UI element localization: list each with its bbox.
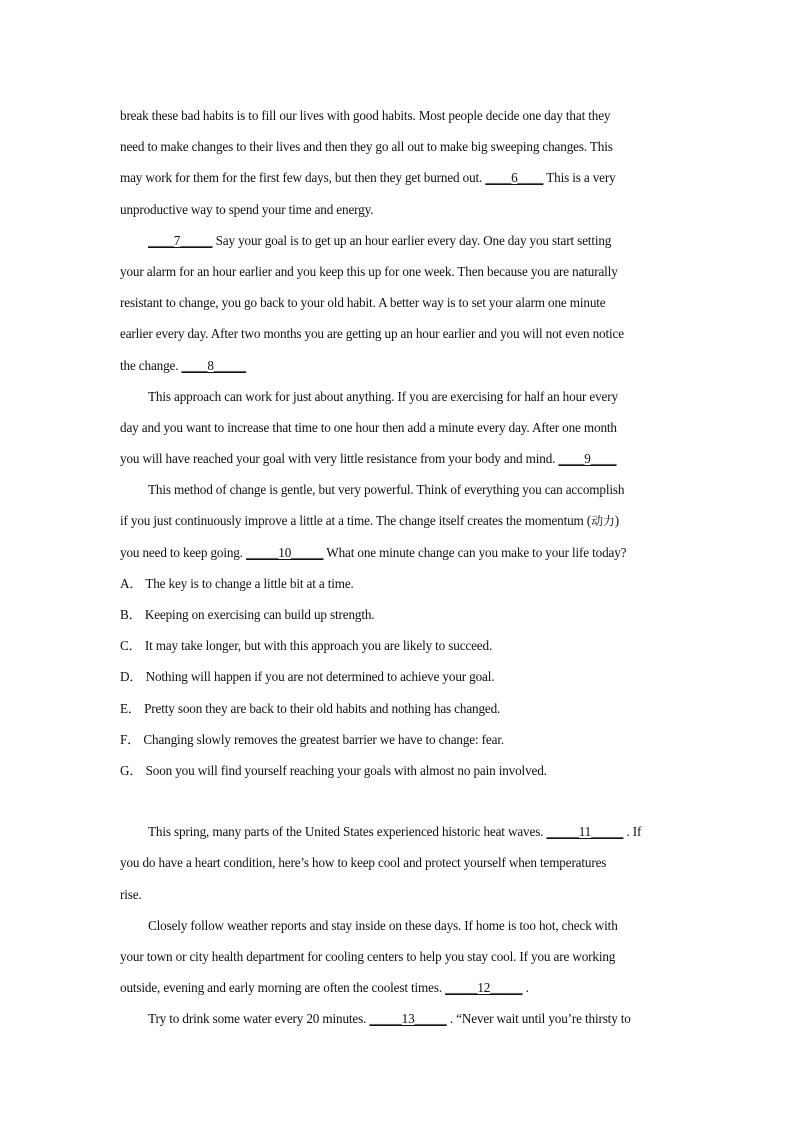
text-line bbox=[120, 287, 680, 318]
text-line bbox=[120, 505, 680, 536]
option-text: Keeping on exercising can build up strength. bbox=[141, 607, 375, 622]
option-letter: D． bbox=[120, 669, 143, 685]
paragraph-text: . bbox=[522, 980, 529, 996]
option-line bbox=[120, 568, 680, 599]
paragraph-text: your alarm for an hour earlier and you keep this up for one week. Then because you are naturally bbox=[120, 263, 618, 279]
option-line bbox=[120, 755, 680, 786]
document-page bbox=[120, 100, 680, 1034]
paragraph-text: This approach can work for just about anything. If you are exercising for half an hour every bbox=[148, 388, 618, 404]
paragraph-text: may work for them for the first few days, but then they get burned out. bbox=[120, 170, 486, 186]
paragraph-text: break these bad habits is to fill our lives with good habits. Most people decide one day that they bbox=[120, 108, 611, 123]
text-line bbox=[120, 131, 680, 162]
paragraph-text: day and you want to increase that time to one hour then add a minute every day. After one month bbox=[120, 419, 617, 435]
text-line bbox=[120, 847, 680, 878]
text-line bbox=[120, 100, 680, 131]
text-line bbox=[120, 879, 680, 910]
option-letter: B． bbox=[120, 607, 142, 622]
text-line bbox=[120, 1003, 680, 1034]
paragraph-text: . “Never wait until you’re thirsty to bbox=[446, 1011, 631, 1027]
answer-blank-12: _____12_____ bbox=[445, 980, 523, 996]
paragraph-text: if you just continuously improve a little at a time. The change itself creates the momentum ( bbox=[120, 513, 592, 529]
answer-blank-7: ____7_____ bbox=[148, 232, 213, 248]
paragraph-text: outside, evening and early morning are often the coolest times. bbox=[120, 980, 446, 996]
option-letter: E． bbox=[120, 700, 141, 716]
option-letter: G． bbox=[120, 762, 143, 778]
text-line bbox=[120, 443, 680, 474]
paragraph-text: rise. bbox=[120, 886, 142, 902]
paragraph-text: need to make changes to their lives and then they go all out to make big sweeping changes. This bbox=[120, 139, 613, 155]
paragraph-text: Closely follow weather reports and stay inside on these days. If home is too hot, check with bbox=[148, 917, 618, 933]
option-letter: F． bbox=[120, 731, 141, 747]
paragraph-text: Say your goal is to get up an hour earlier every day. One day you start setting bbox=[212, 232, 612, 248]
paragraph-text: . If bbox=[623, 824, 642, 840]
text-line bbox=[120, 972, 680, 1003]
paragraph-text: This method of change is gentle, but very powerful. Think of everything you can accomplish bbox=[148, 482, 625, 498]
answer-blank-6: ____6____ bbox=[485, 170, 544, 186]
text-line bbox=[120, 910, 680, 941]
paragraph-text: This spring, many parts of the United States experienced historic heat waves. bbox=[148, 824, 547, 840]
text-line bbox=[120, 162, 680, 193]
text-line bbox=[120, 256, 680, 287]
section-gap bbox=[120, 786, 680, 816]
text-line bbox=[120, 225, 680, 256]
answer-blank-9: ____9____ bbox=[558, 451, 617, 467]
text-line bbox=[120, 350, 680, 381]
paragraph-text: This is a very bbox=[543, 170, 616, 186]
option-text: Changing slowly removes the greatest barrier we have to change: fear. bbox=[140, 731, 504, 747]
text-line bbox=[120, 537, 680, 568]
answer-blank-8: ____8_____ bbox=[181, 357, 246, 373]
paragraph-text: ) bbox=[614, 513, 620, 529]
option-line bbox=[120, 599, 680, 630]
answer-blank-11: _____11_____ bbox=[546, 824, 624, 840]
paragraph-text: resistant to change, you go back to your old habit. A better way is to set your alarm one minute bbox=[120, 295, 606, 311]
text-line bbox=[120, 194, 680, 225]
text-line bbox=[120, 816, 680, 847]
option-text: Pretty soon they are back to their old habits and nothing has changed. bbox=[140, 700, 501, 716]
option-letter: C． bbox=[120, 638, 142, 654]
text-line bbox=[120, 474, 680, 505]
paragraph-text: What one minute change can you make to your life today? bbox=[323, 544, 627, 560]
option-text: Nothing will happen if you are not determined to achieve your goal. bbox=[142, 669, 495, 685]
option-text: Soon you will find yourself reaching your goals with almost no pain involved. bbox=[142, 762, 547, 778]
text-line bbox=[120, 412, 680, 443]
paragraph-text: earlier every day. After two months you are getting up an hour earlier and you will not even notice bbox=[120, 326, 624, 342]
paragraph-text: Try to drink some water every 20 minutes. bbox=[148, 1011, 370, 1027]
answer-blank-13: _____13_____ bbox=[369, 1011, 447, 1027]
paragraph-text: your town or city health department for cooling centers to help you stay cool. If you are working bbox=[120, 948, 616, 964]
option-line bbox=[120, 661, 680, 692]
option-line bbox=[120, 630, 680, 661]
paragraph-text: unproductive way to spend your time and energy. bbox=[120, 201, 374, 217]
paragraph-text: the change. bbox=[120, 357, 182, 373]
option-line bbox=[120, 693, 680, 724]
option-text: The key is to change a little bit at a time. bbox=[142, 575, 354, 591]
text-line bbox=[120, 381, 680, 412]
option-line bbox=[120, 724, 680, 755]
option-letter: A． bbox=[120, 575, 143, 591]
paragraph-text: you will have reached your goal with very little resistance from your body and mind. bbox=[120, 451, 559, 467]
paragraph-text: you do have a heart condition, here’s how to keep cool and protect yourself when temperatures bbox=[120, 855, 607, 871]
chinese-gloss: 动力 bbox=[591, 514, 615, 529]
answer-blank-10: _____10_____ bbox=[246, 544, 324, 560]
paragraph-text: you need to keep going. bbox=[120, 544, 247, 560]
option-text: It may take longer, but with this approach you are likely to succeed. bbox=[141, 638, 493, 654]
text-line bbox=[120, 318, 680, 349]
text-line bbox=[120, 941, 680, 972]
